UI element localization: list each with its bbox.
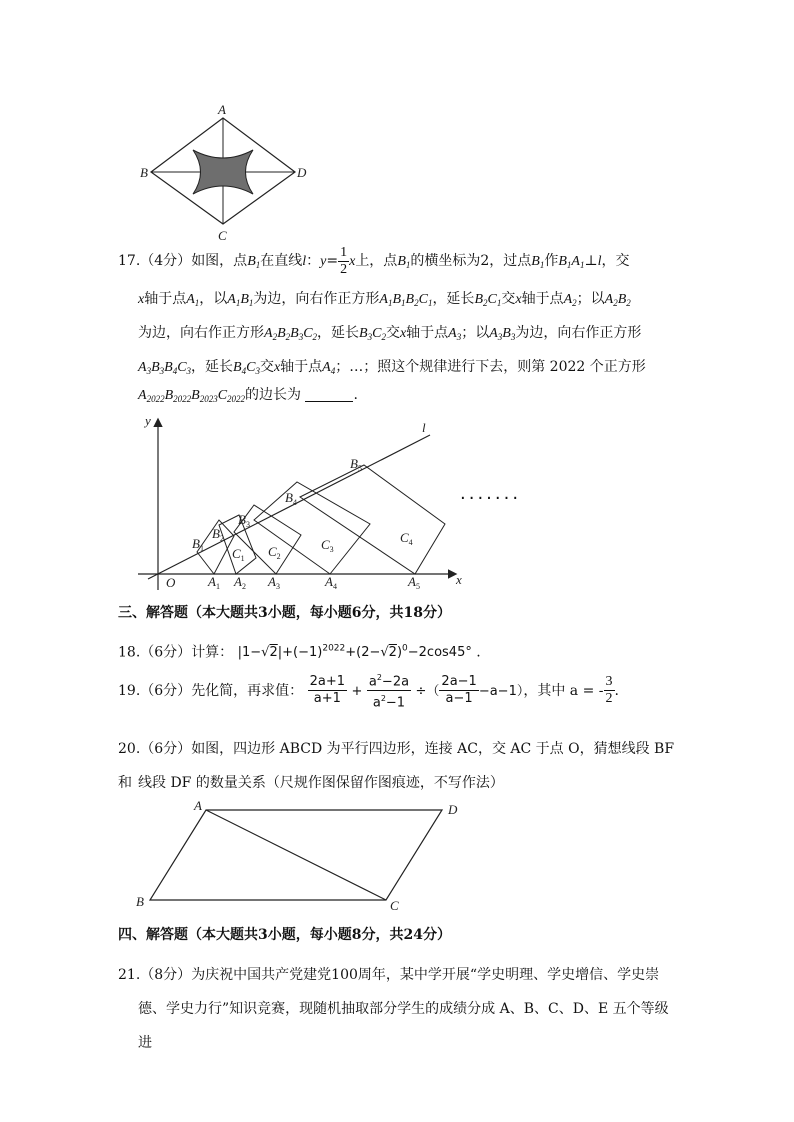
question-21-line2: 德、学史力行”知识竞赛，现随机抽取部分学生的成绩分成 A、B、C、D、E 五个等级进 (138, 1001, 669, 1051)
label-B: B (136, 894, 144, 909)
section-4-heading: 四、解答题（本大题共3小题，每小题8分，共24分） (118, 927, 451, 943)
svg-text:B1: $B_1$ (192, 536, 204, 553)
rhombus-figure (138, 100, 308, 245)
question-20-line1: 20.（6分）如图，四边形 ABCD 为平行四边形，连接 AC，交 AC 于点 O，猜想线段 BF 和 (118, 741, 675, 791)
question-17-line2: x轴于点$A_1$，以$A_1B_1$为边，向右作正方形$A_1B_1B_2C_1$，延长$B_2C_1$交x轴于点$A_2$；以$A_2B_2$ (138, 291, 631, 308)
svg-text:A2: $A_2$ (234, 574, 246, 591)
question-17-line3: 为边，向右作正方形$A_2B_2B_3C_2$，延长$B_3C_2$交x轴于点$A_3$；以$A_3B_3$为边，向右作正方形 (138, 325, 642, 342)
fraction-half: $\frac{1}{2}$ (340, 244, 348, 277)
svg-text:C4: $C_4$ (400, 530, 413, 547)
question-19: 19.（6分）先化简，再求值： $\frac{2a+1}{a+1}$ + $\frac{a^2-2a}{a^2-1}$ ÷（ $\frac{2a-1}{a-1}$ −a−1），其中 a = - $\frac{3}{2}$ . (118, 670, 678, 712)
svg-text:A4: $A_4$ (325, 574, 337, 591)
parallelogram-figure (132, 798, 472, 914)
question-17-line1: 17.（4分）如图，点$B_1$在直线l：y= $\frac{1}{2}$ x上，点$B_1$的横坐标为2，过点$B_1$作$B_1A_1\perp l$，交 (118, 244, 630, 277)
svg-text:B4: $B_4$ (285, 490, 297, 507)
label-B: B (140, 165, 148, 180)
question-17-line5: $A_{2022}B_{2022}B_{2023}C_{2022}$的边长为 . (138, 387, 358, 404)
origin-label: O (166, 575, 176, 590)
svg-text:A3: $A_3$ (268, 574, 280, 591)
label-A: A (218, 102, 226, 117)
question-20-line2: 线段 DF 的数量关系（尺规作图保留作图痕迹，不写作法） (138, 775, 504, 791)
continuation-dots: ······· (460, 488, 522, 509)
svg-text:B5: $B_5$ (350, 456, 362, 473)
svg-text:A5: $A_5$ (408, 574, 420, 591)
question-21-line1: 21.（8分）为庆祝中国共产党建党100周年，某中学开展“学史明理、学史增信、学史崇 (118, 967, 660, 983)
svg-text:C2: $C_2$ (268, 544, 281, 561)
question-17-line4: $A_3B_3B_4C_3$，延长$B_4C_3$交x轴于点$A_4$；…；照这个规律进行下去，则第 2022 个正方形 (138, 359, 646, 376)
svg-text:A1: $A_1$ (208, 574, 220, 591)
question-18: 18.（6分）计算： $|1-√2|+(-1)^{2022}+(2-√2)^0-2\cos 45^\circ$ . (118, 644, 481, 661)
answer-blank[interactable] (305, 387, 353, 402)
axis-x-label: x (456, 572, 462, 587)
svg-text:B3: $B_3$ (238, 512, 250, 529)
expression-18: $|1-√2|+(-1)^{2022}+(2-√2)^0-2\cos 45^\circ$ (237, 644, 472, 661)
line-l-label: l (422, 420, 426, 435)
axis-y-label: y (145, 413, 151, 428)
svg-text:C1: $C_1$ (232, 546, 245, 563)
label-A: A (194, 798, 202, 813)
label-C: C (218, 228, 227, 243)
section-3-heading: 三、解答题（本大题共3小题，每小题6分，共18分） (118, 605, 451, 621)
svg-text:B2: $B_2$ (212, 526, 224, 543)
svg-text:C3: $C_3$ (321, 537, 334, 554)
label-D: D (448, 802, 458, 817)
label-C: C (390, 898, 399, 913)
label-D: D (297, 165, 307, 180)
